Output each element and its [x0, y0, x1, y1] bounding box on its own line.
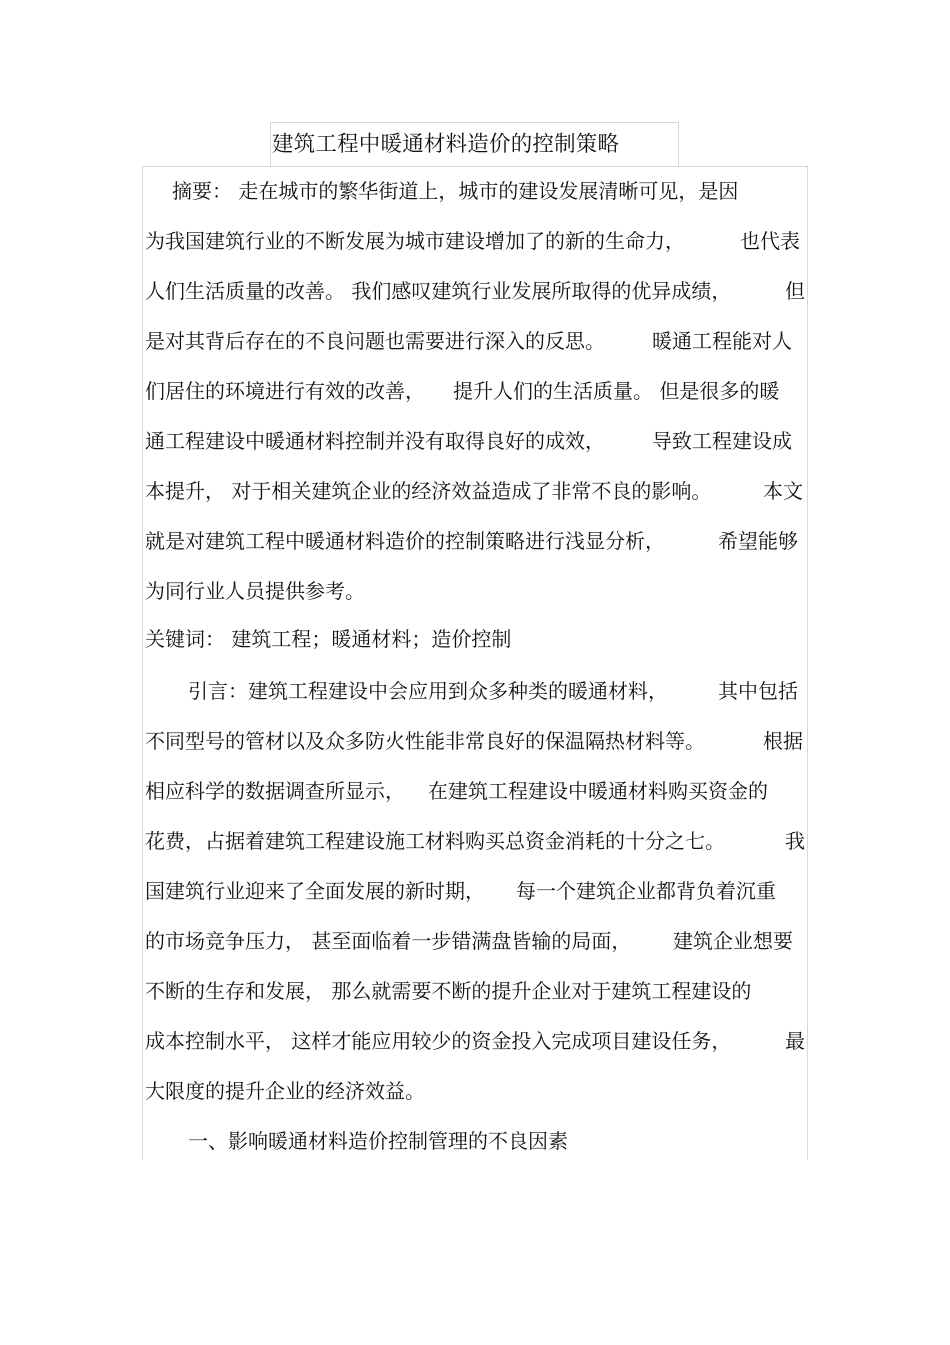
line-text-tail: 希望能够: [718, 529, 798, 553]
line-text: 不同型号的管材以及众多防火性能非常良好的保温隔热材料等。: [145, 729, 705, 753]
line-text-tail: 在建筑工程建设中暖通材料购买资金的: [428, 779, 768, 803]
line-text: 成本控制水平， 这样才能应用较少的资金投入完成项目建设任务，: [145, 1029, 732, 1053]
line-text-tail: 根据: [763, 729, 803, 753]
line-text: 关键词： 建筑工程；暖通材料；造价控制: [145, 627, 512, 651]
line-text: 大限度的提升企业的经济效益。: [145, 1079, 425, 1103]
line-text-tail: 其中包括: [718, 679, 798, 703]
line-text-tail: 导致工程建设成: [652, 429, 792, 453]
line-text-tail: 本文: [763, 479, 803, 503]
line-text-tail: 暖通工程能对人: [652, 329, 792, 353]
line-text-tail: 但: [785, 279, 805, 303]
line-text: 就是对建筑工程中暖通材料造价的控制策略进行浅显分析，: [145, 529, 665, 553]
line-text: 一、影响暖通材料造价控制管理的不良因素: [188, 1129, 568, 1153]
line-text: 引言：建筑工程建设中会应用到众多种类的暖通材料，: [188, 679, 668, 703]
line-text: 为同行业人员提供参考。: [145, 579, 365, 603]
body-frame: [142, 166, 808, 1160]
line-text: 相应科学的数据调查所显示，: [145, 779, 405, 803]
line-text: 国建筑行业迎来了全面发展的新时期，: [145, 879, 485, 903]
document-title: 建筑工程中暖通材料造价的控制策略: [272, 132, 620, 157]
line-text: 通工程建设中暖通材料控制并没有取得良好的成效，: [145, 429, 605, 453]
line-text: 摘要： 走在城市的繁华街道上，城市的建设发展清晰可见，是因: [172, 179, 739, 203]
line-text-tail: 每一个建筑企业都背负着沉重: [516, 879, 776, 903]
line-text-tail: 建筑企业想要: [673, 929, 793, 953]
line-text: 花费，占据着建筑工程建设施工材料购买总资金消耗的十分之七。: [145, 829, 725, 853]
line-text-tail: 提升人们的生活质量。 但是很多的暖: [453, 379, 780, 403]
line-text-tail: 最: [785, 1029, 805, 1053]
line-text-tail: 我: [785, 829, 805, 853]
line-text-tail: 也代表: [740, 229, 800, 253]
line-text: 不断的生存和发展， 那么就需要不断的提升企业对于建筑工程建设的: [145, 979, 752, 1003]
line-text: 为我国建筑行业的不断发展为城市建设增加了的新的生命力，: [145, 229, 685, 253]
line-text: 是对其背后存在的不良问题也需要进行深入的反思。: [145, 329, 605, 353]
line-text: 本提升， 对于相关建筑企业的经济效益造成了非常不良的影响。: [145, 479, 712, 503]
line-text: 们居住的环境进行有效的改善，: [145, 379, 425, 403]
line-text: 人们生活质量的改善。 我们感叹建筑行业发展所取得的优异成绩，: [145, 279, 732, 303]
line-text: 的市场竞争压力， 甚至面临着一步错满盘皆输的局面，: [145, 929, 632, 953]
